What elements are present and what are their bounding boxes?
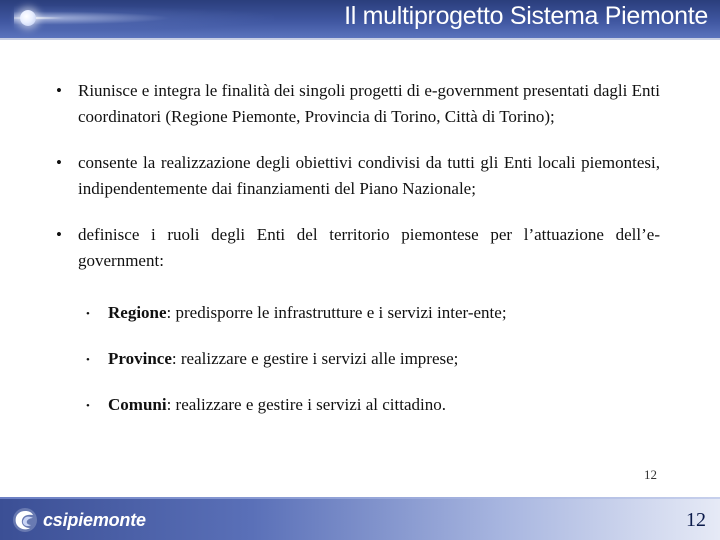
sub-bullet-icon: • [86,400,90,412]
slide-content [50,78,660,438]
bullet-icon: • [56,81,62,100]
header-bar [0,0,720,38]
page-number: 12 [686,509,706,531]
sub-bullet-icon: • [86,354,90,366]
sub-bullet-item [50,300,660,326]
slide-title: Il multiprogetto Sistema Piemonte [344,2,708,30]
logo-text: csipiemonte [43,509,146,530]
bullet-item [50,78,660,130]
sub-bullet-item [50,392,660,418]
bullet-item [50,150,660,202]
bullet-item [50,222,660,274]
bullet-text: definisce i ruoli degli Enti del territorio piemontese per l’attuazione dell’e-government: [78,225,660,270]
sub-bullet-text: : realizzare e gestire i servizi alle imprese; [171,349,459,368]
sub-bullet-icon: • [86,308,90,320]
header-glow [14,6,274,30]
sub-bullet-label: Comuni [108,395,167,414]
bullet-text: Riunisce e integra le finalità dei singoli progetti di e-government presentati dagli Enti coordinatori (Regione Piemonte, Provincia di Torino, Città di Torino); [78,81,660,126]
sub-bullet-text: : predisporre le infrastrutture e i servizi inter-ente; [166,303,507,322]
sub-bullet-label: Province [108,349,172,368]
bullet-icon: • [56,153,62,172]
sub-bullet-text: : realizzare e gestire i servizi al cittadino. [166,395,446,414]
bullet-text: consente la realizzazione degli obiettivi condivisi da tutti gli Enti locali piemontesi, indipendentemente dai finanziamenti del Piano Nazionale; [78,153,660,198]
sub-bullet-item [50,346,660,372]
csi-logo-mark-icon [12,507,38,533]
header-divider [0,38,720,40]
header-orb-icon [20,10,36,26]
page-number-small: 12 [644,467,657,482]
csi-logo [12,506,146,534]
sub-bullet-label: Regione [108,303,167,322]
bullet-icon: • [56,225,62,244]
